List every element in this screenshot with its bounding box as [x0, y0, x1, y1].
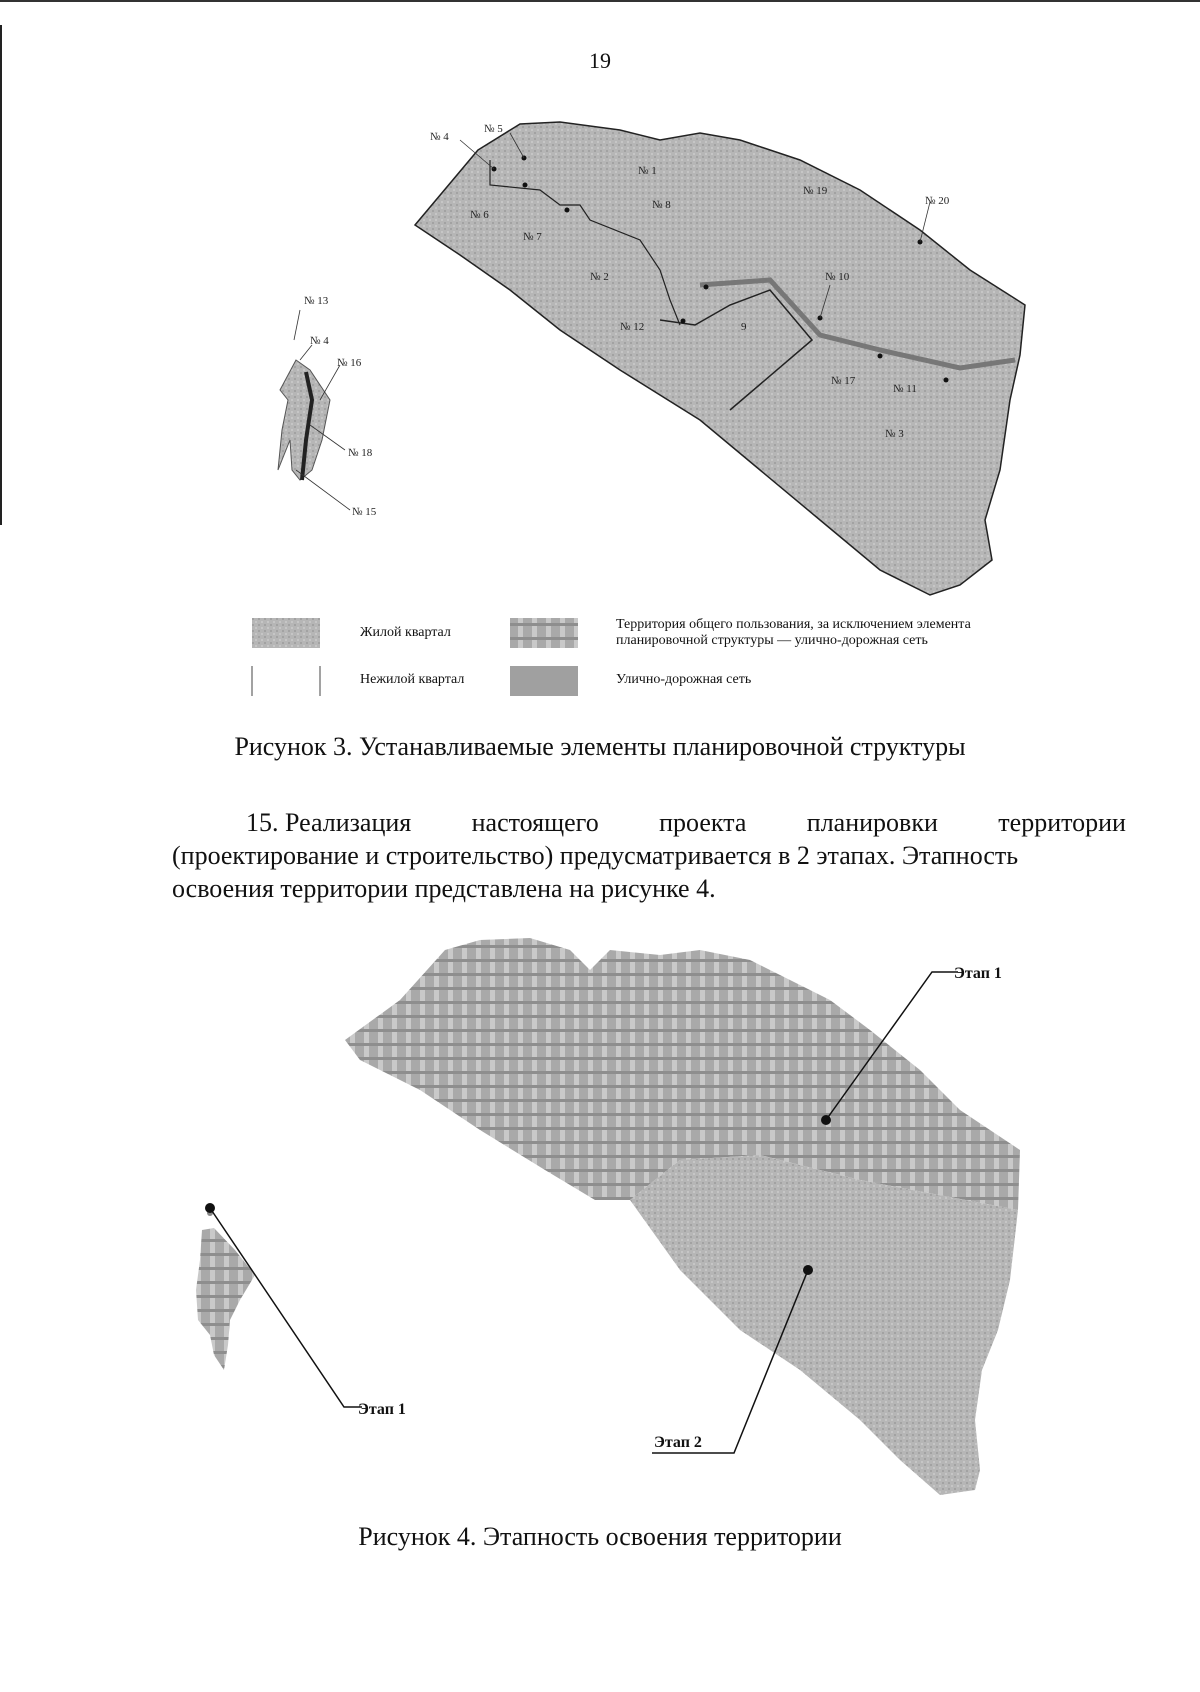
- map-label: № 18: [348, 447, 373, 459]
- word: настоящего: [471, 808, 599, 837]
- word: проекта: [659, 808, 747, 837]
- map-label: № 2: [590, 271, 609, 283]
- figure-4-caption: Рисунок 4. Этапность освоения территории: [358, 1522, 842, 1551]
- word: планировки: [806, 808, 938, 837]
- legend-label-street: Улично-дорожная сеть: [616, 672, 752, 687]
- map-label: № 16: [337, 357, 362, 369]
- map-label: № 15: [352, 506, 377, 518]
- legend-swatch-public: [510, 618, 578, 648]
- small-stage-area: [196, 1228, 255, 1370]
- word: 15. Реализация: [246, 808, 412, 837]
- stage-label-2: Этап 2: [654, 1434, 702, 1451]
- figure-3-caption: Рисунок 3. Устанавливаемые элементы планировочной структуры: [234, 732, 966, 761]
- map-label: № 3: [885, 428, 904, 440]
- legend-label-nonresidential: Нежилой квартал: [360, 672, 465, 687]
- map-label: № 4: [310, 335, 329, 347]
- map-label: № 4: [430, 131, 449, 143]
- legend-label-public: Территория общего пользования, за исключением элемента планировочной структуры — улично-дорожная сеть: [616, 617, 971, 648]
- map-label: № 20: [925, 195, 950, 207]
- paragraph-15: [172, 806, 1126, 905]
- paragraph-line-1: [172, 806, 1126, 839]
- map-label: № 7: [523, 231, 542, 243]
- stage-label-1: Этап 1: [954, 965, 1002, 982]
- legend-swatch-nonresidential: [252, 666, 320, 696]
- legend-swatch-residential: [252, 618, 320, 648]
- paragraph-line-3: освоения территории представлена на рисунке 4.: [172, 874, 716, 903]
- map-label: № 6: [470, 209, 489, 221]
- map-label: № 12: [620, 321, 645, 333]
- word: территории: [998, 808, 1126, 837]
- figure-4-map: [196, 938, 1020, 1495]
- stage-label-1-small: Этап 1: [358, 1401, 406, 1418]
- legend-swatch-street: [510, 666, 578, 696]
- map-label: № 19: [803, 185, 828, 197]
- legend-label-residential: Жилой квартал: [360, 625, 451, 640]
- paragraph-line-2: (проектирование и строительство) предусматривается в 2 этапах. Этапность: [172, 841, 1019, 870]
- map-label: 9: [741, 321, 747, 333]
- map-label: № 8: [652, 199, 671, 211]
- map-label: № 17: [831, 375, 856, 387]
- main-territory: [415, 122, 1025, 595]
- map-label: № 11: [893, 383, 917, 395]
- map-label: № 5: [484, 123, 503, 135]
- map-label: № 10: [825, 271, 850, 283]
- page-number: 19: [589, 48, 611, 73]
- map-label: № 13: [304, 295, 329, 307]
- map-label: № 1: [638, 165, 657, 177]
